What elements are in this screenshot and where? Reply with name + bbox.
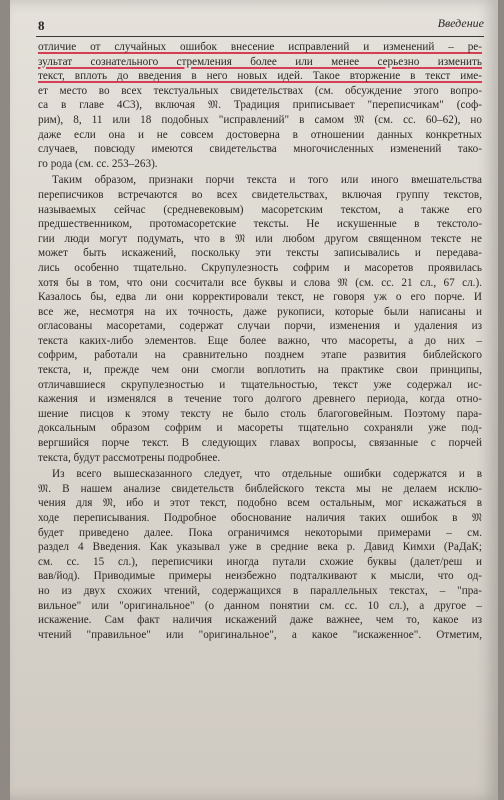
text-line: софрим, работали на сравнительно позднем этапе развития библейского (38, 349, 482, 362)
text-line: вильное" или "оригинальное" (о данном понятии см. сс. 10 сл.), а другое – (38, 599, 482, 612)
text-line: вав/йод). Приводимые примеры неизбежно подталкивают к мысли, что од- (38, 570, 482, 583)
page-header (36, 12, 484, 37)
text-line: чтений "правильное" или "оригинальное", а какое "искаженное". Отметим, (38, 628, 482, 641)
text-line: 𝔐. В нашем анализе свидетельств библейского текста мы не делаем исклю- (38, 482, 482, 495)
paragraph-2 (38, 173, 482, 465)
paragraph-1 (38, 40, 482, 171)
text-line: лись особенно тщательно. Скрупулезность софрим и масоретов проявилась (38, 261, 482, 274)
text-line: рим), 8, 11 или 18 подобных "исправлений" в самом 𝔐 (см. сс. 60–62), но (38, 113, 482, 126)
text-line: искажение. Сам факт наличия искажений даже важнее, чем то, какое из (38, 614, 482, 627)
text-line: см. сс. 15 сл.), переписчики иногда путали схожие буквы (далет/реш и (38, 555, 482, 568)
text-line: огласованы масоретами, содержат случаи порчи, изменения и удаления из (38, 320, 482, 333)
text-line: случаев, повсюду имеются свидетельства многочисленных изменений тако- (38, 143, 482, 156)
text-line: са в главе 4С3), включая 𝔐. Традиция приписывает "переписчикам" (соф- (38, 99, 482, 112)
text-line: текста каких-либо элементов. Еще более важно, что масореты, а до них – (38, 334, 482, 347)
book-page (10, 0, 498, 800)
text-line: зультат сознательного стремления более или менее серьезно изменить (38, 55, 482, 68)
text-line: даже если она и не совсем достоверна в отношении данных конкретных (38, 128, 482, 141)
text-line: может быть искажений, поскольку эти тексты записывались и передава- (38, 247, 482, 260)
text-line: го рода (см. сс. 253–263). (38, 157, 158, 170)
text-line: называемых сейчас (средневековым) масоретским текстом, а также его (38, 203, 482, 216)
text-line: отличавшиеся скрупулезностью и тщательностью, текст уже содержал ис- (38, 378, 482, 391)
running-head: Введение (437, 16, 484, 30)
text-line: чения для 𝔐, ибо и этот текст, подобно всем остальным, мог искажаться в (38, 497, 482, 510)
text-line: хотя бы в том, что они сосчитали все буквы и слова 𝔐 (см. сс. 21 сл., 67 сл.). (38, 276, 482, 289)
text-line: текста, и, прежде чем они смогли воплотить на практике свои принципы, (38, 364, 482, 377)
page-number: 8 (38, 18, 45, 33)
text-line: шение писцов к этому тексту не было столь благоговейным. Поэтому пара- (38, 407, 482, 420)
text-line: отличие от случайных ошибок внесение исправлений и изменений – ре- (38, 41, 482, 53)
body-text (38, 40, 482, 642)
text-line: но из двух схожих чтений, содержащихся в параллельных текстах, – "пра- (38, 584, 482, 597)
text-line: гии люди могут подумать, что в 𝔐 или любом другом священном тексте не (38, 232, 482, 245)
text-line: кажения и изменялся в течение того долгого древнего периода, когда отно- (38, 393, 482, 406)
text-line: раздел 4 Введения. Как указывал уже в средние века р. Давид Кимхи (РаДаК; (38, 541, 482, 554)
text-line: текста, будут рассмотрены подробнее. (38, 451, 221, 464)
text-line: доксальным образом софрим и масореты тщательно сохраняли уже под- (38, 422, 482, 435)
text-line: Из всего вышесказанного следует, что отдельные ошибки содержатся и в (52, 468, 482, 481)
paragraph-3 (38, 467, 482, 642)
text-line: ходе переписывания. Подробное обоснование наличия таких ошибок в 𝔐 (38, 512, 482, 524)
text-line: предшественником, протомасоретские тексты. Не искушенные в текстоло- (38, 218, 482, 231)
text-line: все же, несмотря на их точность, даже рукописи, которые были написаны и (38, 305, 482, 318)
text-line: Казалось бы, едва ли они корректировали текст, не говоря уж о его порче. И (38, 291, 482, 304)
text-line: будет приведено далее. Пока ограничимся некоторыми примерами – см. (38, 526, 482, 539)
text-line: вергшийся порче текст. В следующих главах вопросы, связанные с порчей (38, 437, 482, 450)
text-line: ет место во всех текстуальных свидетельствах (см. обсуждение этого вопро- (38, 84, 482, 97)
text-line: переписчиков встречаются во всех свидетельствах, включая группу текстов, (38, 188, 482, 201)
text-line: Таким образом, признаки порчи текста и того или иного вмешательства (52, 174, 482, 187)
text-line: текст, вплоть до введения в него новых идей. Такое вторжение в текст име- (38, 70, 482, 83)
